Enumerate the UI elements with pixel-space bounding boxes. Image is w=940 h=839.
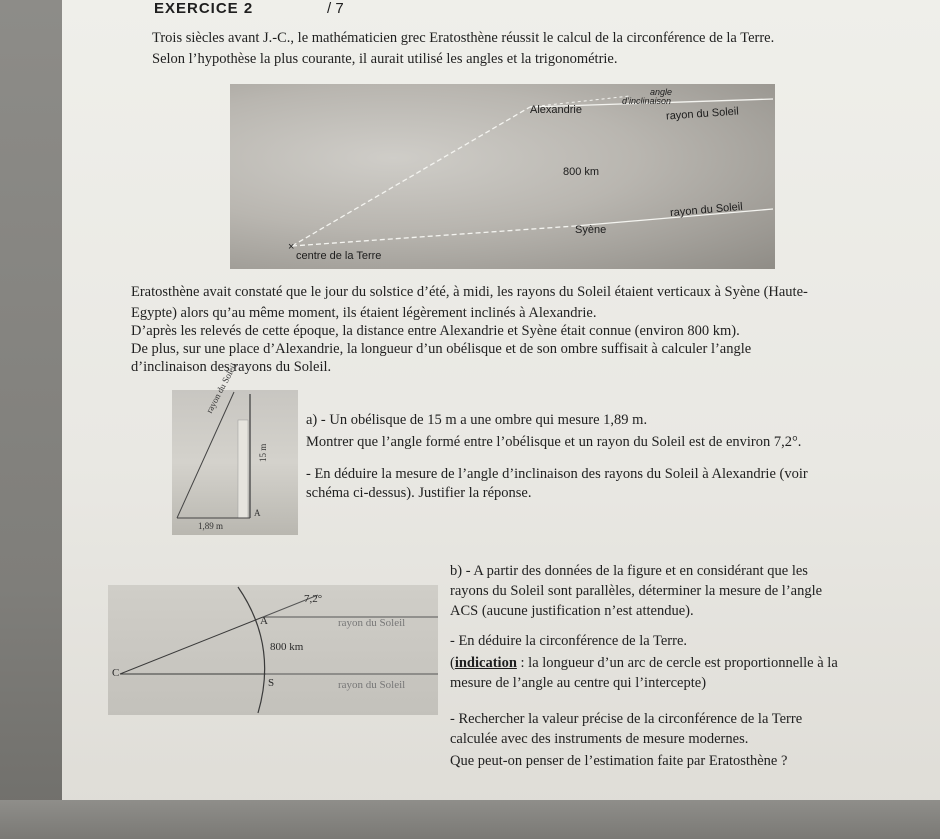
paragraph-line-2: Egypte) alors qu’au même moment, ils étaient légèrement inclinés à Alexandrie. xyxy=(131,305,597,321)
question-b-line-2: rayons du Soleil sont parallèles, déterminer la mesure de l’angle xyxy=(450,583,823,599)
exercise-title: EXERCICE 2 xyxy=(154,0,254,17)
question-b-line-7: - Rechercher la valeur précise de la circonférence de la Terre xyxy=(450,711,803,727)
score-label: / 7 xyxy=(327,0,344,17)
earth-diagram xyxy=(230,84,775,269)
alexandrie-label: Alexandrie xyxy=(530,104,582,116)
point-a-label: A xyxy=(260,615,268,627)
angle-label-1: angle xyxy=(650,87,673,97)
distance-label: 800 km xyxy=(563,166,600,178)
question-a-line-2: Montrer que l’angle formé entre l’obélisque et un rayon du Soleil est de environ 7,2°. xyxy=(306,434,802,450)
shadow-length-label: 1,89 m xyxy=(198,521,224,531)
indication-word: indication xyxy=(454,655,517,671)
question-b-line-3: ACS (aucune justification n’est attendue). xyxy=(450,603,694,619)
distance-label: 800 km xyxy=(270,641,304,653)
sun-ray-bottom-label: rayon du Soleil xyxy=(669,200,744,220)
question-a-line-4: schéma ci-dessus). Justifier la réponse. xyxy=(306,485,532,501)
obelisk-lines xyxy=(172,390,298,535)
question-a-line-1: a) - Un obélisque de 15 m a une ombre qui mesure 1,89 m. xyxy=(306,412,648,428)
angle-label-2: d’inclinaison xyxy=(622,96,672,106)
paragraph-line-1: Eratosthène avait constaté que le jour du solstice d’été, à midi, les rayons du Soleil étaient verticaux à Syène (Haute- xyxy=(131,284,808,300)
question-b-line-5: (indication : la longueur d’un arc de cercle est proportionnelle à la xyxy=(450,655,838,671)
paragraph-line-3: D’après les relevés de cette époque, la distance entre Alexandrie et Syène était connue (environ 800 km). xyxy=(131,323,740,339)
point-a-label: A xyxy=(254,508,261,518)
question-b-line-8: calculée avec des instruments de mesure modernes. xyxy=(450,731,749,747)
ray-bottom-label: rayon du Soleil xyxy=(338,679,406,691)
question-b-line-9: Que peut-on penser de l’estimation faite par Eratosthène ? xyxy=(450,753,788,769)
geometry-figure xyxy=(108,585,438,715)
radius-alexandrie-line xyxy=(292,107,530,246)
intro-line-2: Selon l’hypothèse la plus courante, il aurait utilisé les angles et la trigonométrie. xyxy=(152,51,618,67)
intro-line-1: Trois siècles avant J.-C., le mathématicien grec Eratosthène réussit le calcul de la circonférence de la Terre. xyxy=(152,30,775,46)
syene-label: Syène xyxy=(575,224,607,236)
earth-arc xyxy=(238,587,265,713)
point-s-label: S xyxy=(268,677,275,689)
obelisk-body xyxy=(238,420,248,518)
point-c-label: C xyxy=(112,667,120,679)
radius-ca-line xyxy=(120,617,263,674)
obelisk-ray-label: rayon du Soleil xyxy=(204,361,239,415)
question-b-line-1: b) - A partir des données de la figure et en considérant que les xyxy=(450,563,808,579)
obelisk-height-label: 15 m xyxy=(258,443,268,462)
question-b-line-6: mesure de l’angle au centre qui l’intercepte) xyxy=(450,675,707,691)
earth-center-label: centre de la Terre xyxy=(296,250,382,262)
paragraph-line-4: De plus, sur une place d’Alexandrie, la longueur d’un obélisque et de son ombre suffisait à calculer l’angle xyxy=(131,341,752,357)
sun-ray-top-label: rayon du Soleil xyxy=(665,105,740,123)
earth-center-mark: × xyxy=(288,241,295,253)
angle-value-label: 7,2° xyxy=(304,593,323,605)
indication-text: : la longueur d’un arc de cercle est proportionnelle à la xyxy=(516,655,838,671)
paragraph-line-5: d’inclinaison des rayons du Soleil. xyxy=(131,359,332,375)
ray-top-label: rayon du Soleil xyxy=(338,617,406,629)
question-b-line-4: - En déduire la circonférence de la Terre. xyxy=(450,633,688,649)
desk-surface xyxy=(0,800,940,839)
question-a-line-3: - En déduire la mesure de l’angle d’inclinaison des rayons du Soleil à Alexandrie (voir xyxy=(306,466,808,482)
radius-syene-line xyxy=(292,226,575,246)
